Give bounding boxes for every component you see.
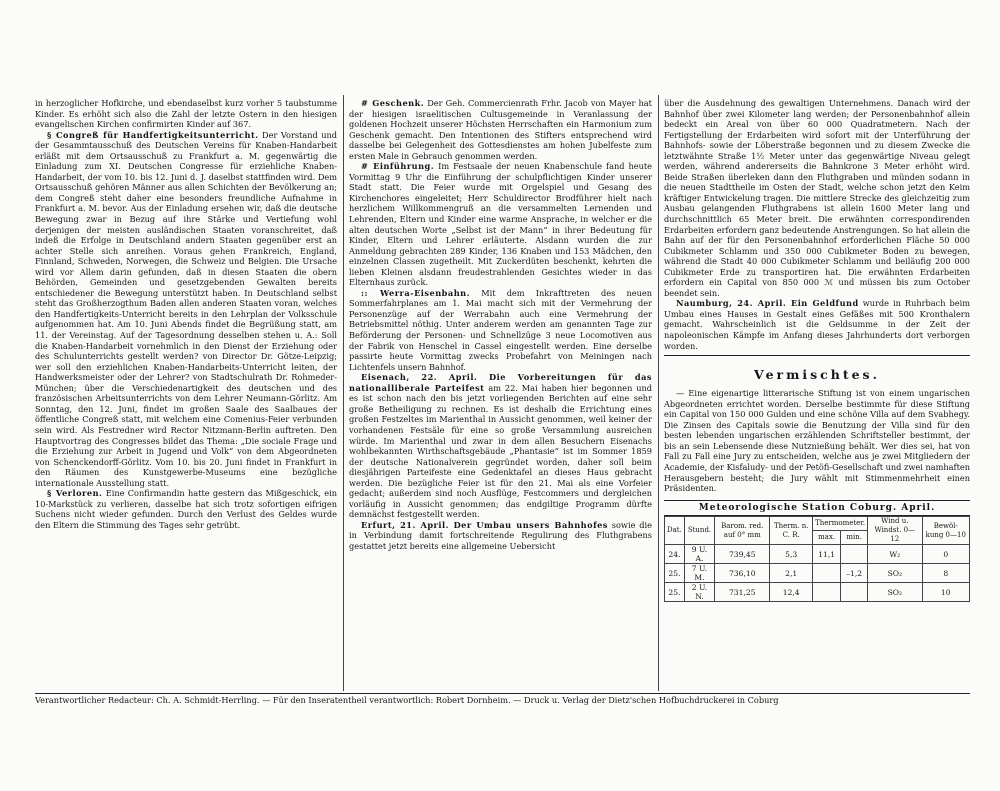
column-middle (349, 98, 652, 686)
table-row (665, 545, 970, 564)
section-title: Vermischtes. (754, 367, 880, 383)
cell-hour: 7 U. M. (684, 564, 714, 583)
article-naumburg-heading: Naumburg, 24. April. Ein Geldfund (676, 298, 859, 309)
article-congress (35, 130, 337, 489)
cell-wind: W₂ (868, 545, 922, 564)
article-introduction (349, 161, 652, 288)
cell-cloud: 10 (922, 583, 970, 602)
cell-thermometer: 2,1 (770, 564, 813, 583)
weather-station-table (664, 500, 970, 603)
column-right (664, 98, 970, 698)
cell-cloud: 0 (922, 545, 970, 564)
article-erfurt-body: sowie die in Verbindung damit fortschreitende Regulirung des Fluthgrabens gestattet jetzt bereits eine allgemeine Uebersicht (349, 519, 652, 551)
article-gift (349, 98, 652, 161)
article-eisenach-heading: Eisenach, 22. April. Die Vorbereitungen für das nationalliberale Parteifest (349, 372, 652, 393)
cell-thermometer: 5,3 (770, 545, 813, 564)
table-row (665, 583, 970, 602)
article-gift-heading: # Geschenk. (361, 98, 425, 108)
cell-date: 25. (665, 583, 685, 602)
header-min: min. (841, 531, 868, 545)
header-wind: Wind u. Windst. 0—12 (868, 517, 922, 545)
cell-barometer: 736,10 (715, 564, 770, 583)
article-werra-railway-body: Mit dem Inkrafttreten des neuen Sommerfahrplanes am 1. Mai macht sich mit der Vermehrung der Personenzüge auf der Werrabahn auch eine Vermehrung der Betriebsmittel nöthig. Unter anderem werden am genannten Tage zur Beförderung der Personen- und Schnellzüge 3 neue Locomotiven aus der Fabrik von Henschel in Cassel eingestellt werden. Eine derselbe passirte heute Vormittag zwecks Probefahrt von Meiningen nach Lichtenfels unsern Bahnhof. (349, 287, 652, 372)
header-max: max. (813, 531, 841, 545)
article-werra-railway-heading: :: Werra-Eisenbahn. (361, 287, 470, 298)
cell-cloud: 8 (922, 564, 970, 583)
header-cloud: Bewöl- kung 0—10 (922, 517, 970, 545)
column-divider (658, 95, 659, 691)
article-congress-heading: § Congreß für Handfertigkeitsunterricht. (47, 129, 259, 140)
article-erfurt (349, 520, 652, 552)
weather-table (664, 516, 970, 602)
article-lost (35, 488, 337, 530)
cell-date: 25. (665, 564, 685, 583)
cell-hour: 9 U. A. (684, 545, 714, 564)
article-naumburg (664, 298, 970, 351)
article-naumburg-body: wurde in Ruhrbach beim Umbau eines Hauses in Gestalt eines Gefäßes mit 500 Kronthalern gemacht. Wahrscheinlich ist die Geldsumme in der Zeit der napoleonischen Kämpfe im Anfang dieses Jahrhunderts dort verborgen worden. (664, 298, 970, 351)
cell-thermometer: 12,4 (770, 583, 813, 602)
article-introduction-body: Im Festsaale der neuen Knabenschule fand heute Vormittag 9 Uhr die Einführung der schulpflichtigen Kinder unserer Stadt statt. Die Feier wurde mit Orgelspiel und Gesang des Kirchenchores eingeleitet; Herr Schuldirector Brodführer hielt nach herzlichem Willkommengruß an die versammelten Lernenden und Lehrenden, Eltern und Kinder eine warme Ansprache, in welcher er die alten deutschen Worte „Selbst ist der Mann“ in ihrer Bedeutung für Kinder, Eltern und Lehrer erläuterte. Alsdann wurden die zur Anmeldung gebrachten 289 Kinder, 136 Knaben und 153 Mädchen, den einzelnen Classen zugetheilt. Mit Zuckerdüten beschenkt, kehrten die lieben Kleinen alsdann freudestrahlenden Gesichtes wieder in das Elternhaus zurück. (349, 161, 652, 288)
cell-date: 24. (665, 545, 685, 564)
article-congress-body: Der Vorstand und der Gesammtausschuß des Deutschen Vereins für Knaben-Handarbeit erläßt mit dem Ortsausschuß zu Frankfurt a. M. gegenwärtig die Einladung zum XI. Deutschen Congresse für erziehliche Knaben-Handarbeit, der vom 10. bis 12. Juni d. J. daselbst stattfinden wird. Dem Ortsausschuß gehören Männer aus allen Schichten der Bevölkerung an; dem Congreß steht daher eine besonders freundliche Aufnahme in Frankfurt a. M. bevor. Aus der Einladung ersehen wir, daß die deutsche Bewegung zwar in Bezug auf ihre Stärke und Vertiefung wohl derjenigen der meisten ausländischen Staaten voranschreitet, daß indeß die Erfolge in Deutschland andern Staaten gegenüber erst an achter Stelle sich anreihen. Voraus gehen Frankreich, England, Finnland, Schweden, Norwegen, die Schweiz und Belgien. Die Ursache wird vor Allem darin gefunden, daß in diesen Staaten die obern Behörden, Gemeinden und gesetzgebenden Gewalten bereits entschiedener die Bewegung unterstützt haben. In Deutschland selbst steht das Großherzogthum Baden allen anderen Staaten voran, welches den Handfertigkeits-Unterricht bereits in den Lehrplan der Volksschule aufgenommen hat. Am 10. Juni Abends findet die Begrüßung statt, am 11. der Vereinstag. Auf der Tagesordnung desselben stehen u. A.: Soll die Knaben-Handarbeit vornehmlich in den Dienst der Erziehung oder des Schulunterrichts gestellt werden? von Director Dr. Götze-Leipzig; wer soll den erziehlichen Knaben-Handarbeits-Unterricht leiten, der Handwerksmeister oder der Lehrer? von Stadtschulrath Dr. Rohmeder-München; über die Verschiedenartigkeit des deutschen und des französischen Arbeitsunterrichts von dem Lehrer Neumann-Görlitz. Am Sonntag, den 12. Juni, findet im großen Saale des Saalbaues der öffentliche Congreß statt, mit welchem eine Comenius-Feier verbunden sein wird. Als Festredner wird Rector Nitzmann-Berlin auftreten. Den Hauptvortrag des Congresses bildet das Thema: „Die sociale Frage und die Erziehung zur Arbeit in Jugend und Volk“ von dem Abgeordneten von Schenckendorff-Görlitz. Vom 10. bis 20. Juni findet in Frankfurt in den Räumen des Kunstgewerbe-Museums eine bezügliche internationale Ausstellung statt. (35, 129, 337, 488)
cell-max: 11,1 (813, 545, 841, 564)
article-lost-body: Eine Confirmandin hatte gestern das Mißgeschick, ein 10-Markstück zu verlieren, dasselbe hat sich trotz sofortigen eifrigen Suchens nicht wieder gefunden. Durch den Verlust des Geldes wurde den Eltern die Stimmung des Tages sehr getrübt. (35, 488, 337, 530)
header-hour: Stund. (684, 517, 714, 545)
article-gift-body: Der Geh. Commercienrath Frhr. Jacob von Mayer hat der hiesigen israelitischen Cultusgemeinde in Veranlassung der goldenen Hochzeit unserer Höchsten Herrschaften ein Harmonium zum Geschenk gemacht. Den Intentionen des Stifters entsprechend wird dasselbe bei Gelegenheit des Gottesdienstes am hohen Jubelfeste zum ersten Male in Gebrauch genommen werden. (349, 98, 652, 161)
weather-table-header-row (665, 517, 970, 531)
weather-table-title: Meteorologische Station Coburg. April. (664, 501, 970, 517)
article-eisenach-body: am 22. Mai haben hier begonnen und es ist schon nach den bis jetzt vorliegenden Berichten auf eine sehr große Betheiligung zu rechnen. Es ist deshalb die Errichtung eines großen Festzeltes im Marienthal in Aussicht genommen, weil keiner der vorhandenen Festsäle für eine so große Versammlung ausreichen würde. Im Marienthal und zwar in dem allen Besuchern Eisenachs wohlbekannten Wirthschaftsgebäude „Phantasie“ ist im Sommer 1859 der deutsche Nationalverein gegründet worden, daher soll beim diesjährigen Parteifeste eine Gedenktafel an dieses Haus gebracht werden. Die bezügliche Feier ist für den 21. Mai als eine Vorfeier gedacht; außerdem sind noch Ausflüge, Festcommers und dergleichen vorläufig in Aussicht genommen; das endgiltige Programm dürfte demnächst festgestellt werden. (349, 382, 652, 520)
article-confirmation-end: in herzoglicher Hofkirche, und ebendaselbst kurz vorher 5 taubstumme Kinder. Es erhöht sich also die Zahl der letzte Ostern in den hiesigen evangelischen Kirchen confirmirten Kinder auf 367. (35, 98, 337, 130)
cell-wind: SO₂ (868, 564, 922, 583)
cell-max (813, 583, 841, 602)
cell-barometer: 739,45 (715, 545, 770, 564)
cell-wind: SO₂ (868, 583, 922, 602)
header-barometer: Barom. red. auf 0° mm (715, 517, 770, 545)
article-erfurt-continued: über die Ausdehnung des gewaltigen Unternehmens. Danach wird der Bahnhof über zwei Kilometer lang werden; der Personenbahnhof allein bedeckt ein Areal von über 60 000 Quadratmetern. Nach der Fertigstellung der Erdarbeiten wird sofort mit der Unterführung der Bahnhofs- sowie der Löberstraße begonnen und zu diesem Zwecke die letztwähnte Straße 1½ Meter unter das gegenwärtige Niveau gelegt werden, während andererseits die Bahnkrone 3 Meter erhöht wird. Beide Straßen überleken dann den Fluthgraben und münden sodann in die neuen Stadttheile im Osten der Stadt, welche schon jetzt den Keim kräftiger Entwickelung tragen. Die mittlere Strecke des gleichzeitig zum Ausbau gelangenden Fluthgrabens ist allein 1600 Meter lang und durchschnittlich 65 Meter breit. Die erwähnten correspondirenden Erdarbeiten erfordern ganz bedeutende Anstrengungen. So hat allein die Bahn auf der für den Personenbahnhof erforderlichen Fläche 50 000 Cubikmeter Schlamm und 350 000 Cubikmeter Boden zu bewegen, während die Stadt 40 000 Cubikmeter Schlamm und beiläufig 200 000 Cubikmeter Erde zu transportiren hat. Die erwähnten Erdarbeiten erfordern ein Capital von 850 000 ℳ und müssen bis zum October beendet sein. (664, 98, 970, 298)
section-divider (664, 355, 970, 382)
header-date: Dat. (665, 517, 685, 545)
article-lost-heading: § Verloren. (47, 488, 103, 499)
cell-min (841, 545, 868, 564)
article-erfurt-heading: Erfurt, 21. April. Der Umbau unsers Bahnhofes (361, 519, 608, 530)
article-werra-railway (349, 288, 652, 372)
column-left (35, 98, 337, 676)
column-divider (343, 95, 344, 691)
article-eisenach (349, 372, 652, 520)
table-row (665, 564, 970, 583)
cell-barometer: 731,25 (715, 583, 770, 602)
article-foundation: — Eine eigenartige litterarische Stiftung ist von einem ungarischen Abgeordneten errichtet worden. Derselbe bestimmte für diese Stiftung ein Capital von 150 000 Gulden und eine schöne Villa auf dem Svabhegy. Die Zinsen des Capitals sowie die Benutzung der Villa sind für den besten lebenden ungarischen erzählenden Schriftsteller bestimmt, der bis an sein Lebensende diese Nutznießung behält. Wer dies sei, hat von Fall zu Fall eine Jury zu entscheiden, welche aus je zwei Mitgliedern der Academie, der Kisfaludy- und der Petöfi-Gesellschaft und zwei namhaften Herausgebern besteht; die Jury wählt mit Stimmenmehrheit einen Präsidenten. (664, 388, 970, 494)
cell-max (813, 564, 841, 583)
cell-min: –1,2 (841, 564, 868, 583)
cell-min (841, 583, 868, 602)
header-thermometer: Thermometer. (813, 517, 868, 531)
imprint-footer: Verantwortlicher Redacteur: Ch. A. Schmidt-Herrling. — Für den Inseratentheil verantwortlich: Robert Dornheim. — Druck u. Verlag der Dietz'schen Hofbuchdruckerei in Coburg (35, 693, 970, 706)
cell-hour: 2 U. N. (684, 583, 714, 602)
header-thermometer-reading: Therm. n. C. R. (770, 517, 813, 545)
article-introduction-heading: # Einführung. (361, 161, 435, 172)
